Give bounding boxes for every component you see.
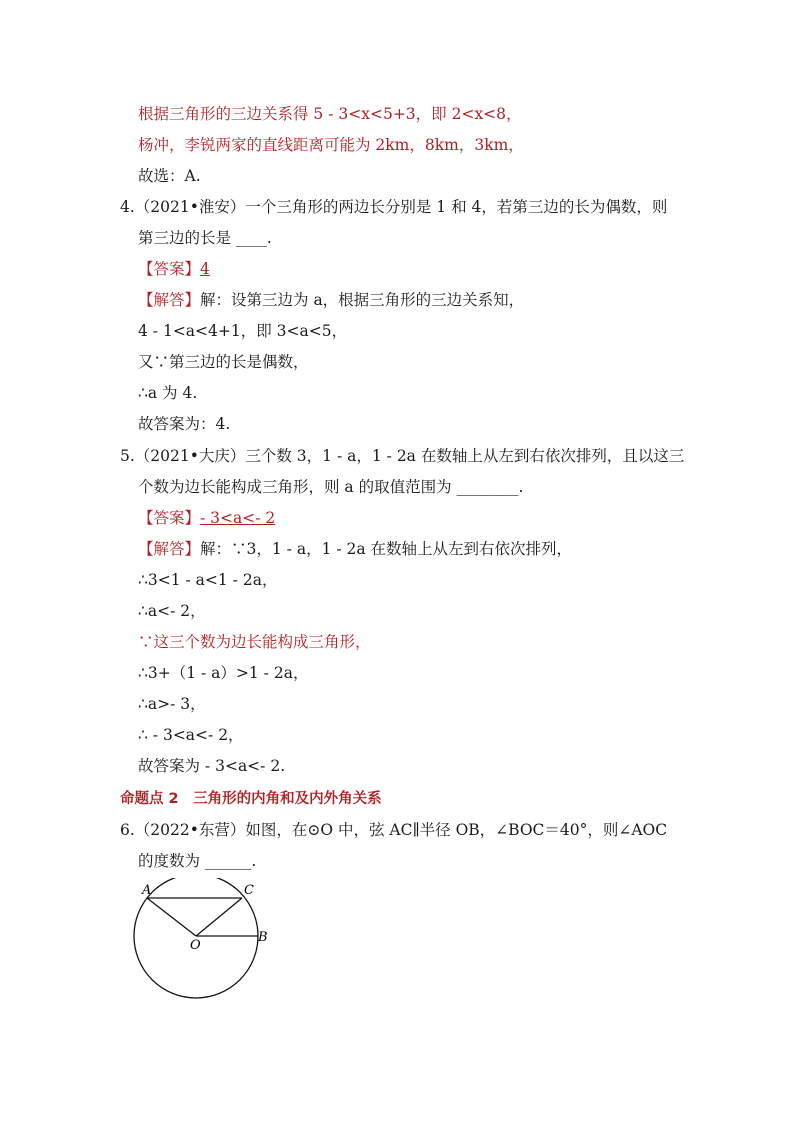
label-a: A: [142, 883, 152, 898]
label-b: B: [258, 930, 268, 945]
circle-figure: [130, 878, 280, 1008]
text-line: ∴a<- 2，: [138, 602, 206, 620]
question-5-line-1: 5.（2021•大庆）三个数 3，1 - a，1 - 2a 在数轴上从左到右依次排列，且以这三: [120, 447, 685, 465]
text-line: ∴3<1 - a<1 - 2a，: [138, 571, 278, 589]
question-6-line-1: 6.（2022•东营）如图，在⊙O 中，弦 AC∥半径 OB，∠BOC＝40°，则∠AOC: [120, 821, 668, 839]
question-6-line-2: 的度数为 ______.: [138, 852, 257, 870]
text-line: 杨冲，李锐两家的直线距离可能为 2km，8km，3km，: [138, 136, 524, 154]
solution-tag: 【解答】: [138, 540, 201, 558]
solution-4-line-1: [138, 290, 524, 310]
text-line: 故答案为：4.: [138, 415, 231, 433]
text-line: ∴3+（1 - a）>1 - 2a，: [138, 664, 309, 682]
text-line: 故选：A.: [138, 167, 201, 185]
text-line: 又∵第三边的长是偶数，: [138, 353, 309, 371]
segment-oc: [196, 898, 242, 936]
text-line: 故答案为 - 3<a<- 2.: [138, 757, 286, 775]
text-line: ∴ - 3<a<- 2，: [138, 726, 244, 744]
text-line: 4 - 1<a<4+1，即 3<a<5，: [138, 322, 348, 340]
text-line: ∵这三个数为边长能构成三角形，: [138, 633, 371, 651]
question-4-line-2: 第三边的长是 ____.: [138, 229, 272, 247]
answer-value: - 3<a<- 2: [200, 509, 276, 527]
text-line: ∴a 为 4.: [138, 384, 198, 402]
question-4-line-1: 4.（2021•淮安）一个三角形的两边长分别是 1 和 4，若第三边的长为偶数，则: [120, 198, 668, 216]
answer-tag: 【答案】: [138, 260, 201, 278]
section-heading: 命题点 2 三角形的内角和及内外角关系: [120, 791, 382, 807]
segment-ao: [147, 898, 196, 936]
label-c: C: [244, 883, 254, 898]
answer-tag: 【答案】: [138, 509, 201, 527]
solution-tag: 【解答】: [138, 291, 201, 309]
answer-5: [138, 508, 275, 528]
text-line: ∴a>- 3，: [138, 695, 206, 713]
label-o: O: [190, 938, 201, 953]
solution-text: 解：设第三边为 a，根据三角形的三边关系知，: [200, 291, 525, 309]
answer-value: 4: [200, 260, 210, 278]
text-line: 根据三角形的三边关系得 5 - 3<x<5+3，即 2<x<8，: [138, 105, 522, 123]
answer-4: [138, 259, 210, 279]
solution-5-line-1: [138, 539, 572, 559]
question-5-line-2: 个数为边长能构成三角形，则 a 的取值范围为 ________.: [138, 478, 524, 496]
solution-text: 解：∵3，1 - a，1 - 2a 在数轴上从左到右依次排列，: [200, 540, 573, 558]
